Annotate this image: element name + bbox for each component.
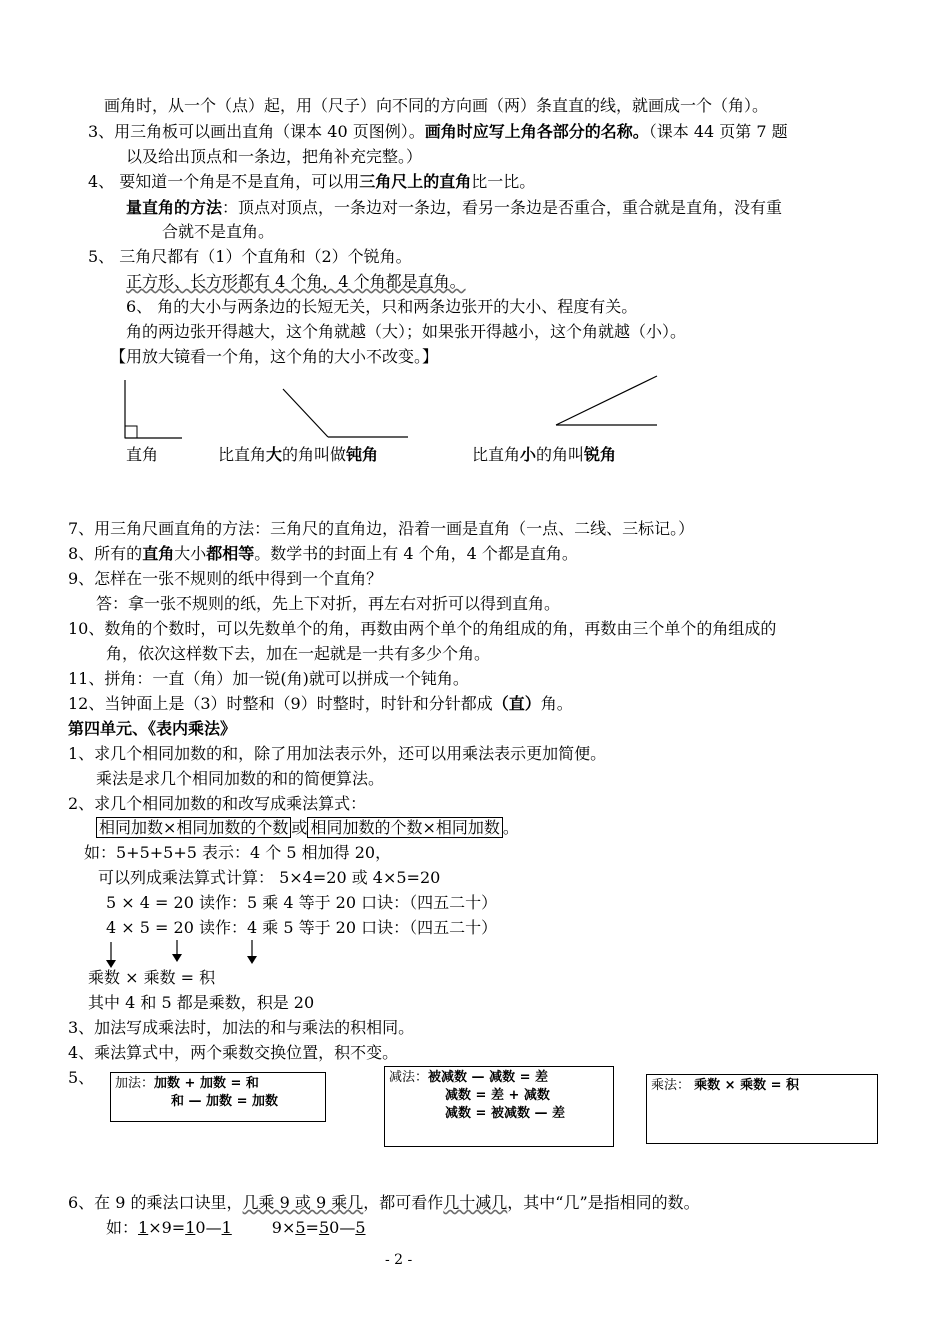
item-8-a: 8、所有的 [68,544,143,563]
ex1-a: 1 [138,1218,149,1237]
ex1-d: 0— [195,1218,222,1237]
item-7: 7、用三角尺画直角的方法：三角尺的直角边，沿着一画是直角（一点、二线、三标记。） [68,519,695,538]
multiplication-line-1: 乘数 × 乘数 = 积 [694,1078,800,1093]
item-8-bold-1: 直角 [142,544,175,563]
nine-example [106,1218,366,1238]
obtuse-name: 钝角 [346,445,379,464]
ex2-d: 5 [318,1218,330,1237]
unit4-title: 第四单元、《表内乘法》 [68,719,237,738]
item-9: 9、怎样在一张不规则的纸中得到一个直角？ [68,569,383,588]
obtuse-angle-figure [283,389,408,437]
formula-box-1: 相同加数×相同加数的个数 [96,817,291,838]
unit4-row-2: 4 × 5 = 20 读作：4 乘 5 等于 20 口诀：（四五二十） [106,918,498,937]
ex2-f: 5 [355,1218,366,1237]
nine-rule-c: ，其中“几”是指相同的数。 [507,1193,700,1212]
item-3-bold: 画角时应写上角各部分的名称。 [424,122,649,141]
formula-or: 或 [291,818,308,837]
right-angle-label: 直角 [126,445,159,464]
obtuse-pre: 比直角 [218,445,267,464]
measure-cont: 合就不是直角。 [162,222,275,241]
unit4-p5: 5、 [68,1068,95,1087]
subtraction-line-1: 被减数 — 减数 = 差 [428,1070,549,1085]
subtraction-head: 减法： [389,1070,429,1085]
acute-angle-label [472,445,616,465]
addition-line-2: 和 — 加数 = 加数 [171,1094,278,1109]
item-10-cont: 角，依次这样数下去，加在一起就是一共有多少个角。 [106,644,491,663]
addition-line-1: 加数 + 加数 = 和 [154,1076,259,1091]
ex1-b: ×9= [148,1218,186,1237]
acute-angle-figure [556,376,657,425]
page-number: - 2 - [385,1252,413,1268]
item-4-text: 4、 要知道一个角是不是直角，可以用 [88,172,360,191]
obtuse-angle-label [218,445,378,465]
nine-rule-u2: 几十减几 [443,1193,508,1212]
item-8-c: 大小 [174,544,207,563]
right-angle-figure [125,380,182,438]
item-4-bold: 三角尺上的直角 [359,172,472,191]
ex2-e: 0— [329,1218,356,1237]
item-5: 5、 三角尺都有（1）个直角和（2）个锐角。 [88,247,412,266]
formula-box-2: 相同加数的个数×相同加数 [307,817,502,838]
acute-small: 小 [520,445,537,464]
addition-box [110,1072,326,1122]
item-12-c: 角。 [540,694,573,713]
unit4-names-note: 其中 4 和 5 都是乘数，积是 20 [88,993,315,1012]
item-8 [68,544,578,564]
unit4-p3: 3、加法写成乘法时，加法的和与乘法的积相同。 [68,1018,415,1037]
magnifier-note: 【用放大镜看一个角，这个角的大小不改变。】 [110,347,439,366]
nine-example-prefix: 如： [106,1218,139,1237]
multiplication-arrows [106,940,257,968]
ex1-c: 1 [185,1218,196,1237]
unit4-example-2: 可以列成乘法算式计算： 5×4=20 或 4×5=20 [98,868,441,887]
obtuse-mid: 的角叫做 [282,445,347,464]
acute-pre: 比直角 [472,445,521,464]
unit4-p1: 1、求几个相同加数的和，除了用加法表示外，还可以用乘法表示更加简便。 [68,744,607,763]
subtraction-box [384,1066,614,1147]
subtraction-line-2: 减数 = 差 + 减数 [445,1088,550,1103]
ex2-c: = [305,1218,319,1237]
unit4-formula [96,818,519,838]
item-3-text-b: （课本 44 页第 7 题 [648,122,788,141]
multiplication-head: 乘法： [651,1078,691,1093]
unit4-names: 乘数 × 乘数 = 积 [88,968,216,987]
item-5-b: 正方形、长方形都有 4 个角，4 个角都是直角。 [126,272,466,291]
item-3-cont: 以及给出顶点和一条边，把角补充完整。） [126,147,423,166]
item-12 [68,694,573,714]
ex2-b: 5 [295,1218,306,1237]
multiplication-box [646,1074,878,1144]
formula-dot: 。 [502,818,519,837]
subtraction-line-3: 减数 = 被减数 — 差 [445,1106,565,1121]
nine-rule [68,1193,700,1213]
acute-name: 锐角 [584,445,617,464]
item-8-d: 。数学书的封面上有 4 个角，4 个都是直角。 [254,544,578,563]
measure-bold: 量直角的方法 [126,198,223,217]
unit4-p1b: 乘法是求几个相同加数的和的简便算法。 [96,769,385,788]
item-10: 10、数角的个数时，可以先数单个的角，再数由两个单个的角组成的角，再数由三个单个的角组成的 [68,619,777,638]
ex2-a: 9× [271,1218,296,1237]
nine-rule-a: 6、在 9 的乘法口诀里， [68,1193,243,1212]
item-11: 11、拼角：一直（角）加一锐(角)就可以拼成一个钝角。 [68,669,469,688]
unit4-row-1: 5 × 4 = 20 读作：5 乘 4 等于 20 口诀：（四五二十） [106,893,498,912]
obtuse-big: 大 [266,445,283,464]
acute-mid: 的角叫 [536,445,585,464]
nine-rule-u1: 几乘 9 或 9 乘几 [242,1193,364,1212]
unit4-example: 如：5+5+5+5 表示：4 个 5 相加得 20， [84,843,392,862]
item-6: 6、 角的大小与两条边的长短无关，只和两条边张开的大小、程度有关。 [126,297,638,316]
ex1-e: 1 [221,1218,232,1237]
item-12-a: 12、当钟面上是（3）时整和（9）时整时，时针和分针都成 [68,694,493,713]
unit4-p4: 4、乘法算式中，两个乘数交换位置，积不变。 [68,1043,399,1062]
item-3-text: 3、用三角板可以画出直角（课本 40 页图例）。 [88,122,425,141]
unit4-p2: 2、求几个相同加数的和改写成乘法算式： [68,794,367,813]
nine-rule-b: ，都可看作 [363,1193,444,1212]
addition-head: 加法： [115,1076,155,1091]
measure-text: ：顶点对顶点，一条边对一条边，看另一条边是否重合，重合就是直角，没有重 [222,198,783,217]
item-6-b: 角的两边张开得越大，这个角就越（大）；如果张开得越小，这个角就越（小）。 [126,322,687,341]
item-4-text-b: 比一比。 [471,172,536,191]
item-8-bold-2: 都相等 [206,544,255,563]
line-draw-angle: 画角时，从一个（点）起，用（尺子）向不同的方向画（两）条直直的线，就画成一个（角）。 [104,96,769,115]
item-9-answer: 答：拿一张不规则的纸，先上下对折，再左右对折可以得到直角。 [96,594,561,613]
item-12-bold: （直） [492,694,541,713]
